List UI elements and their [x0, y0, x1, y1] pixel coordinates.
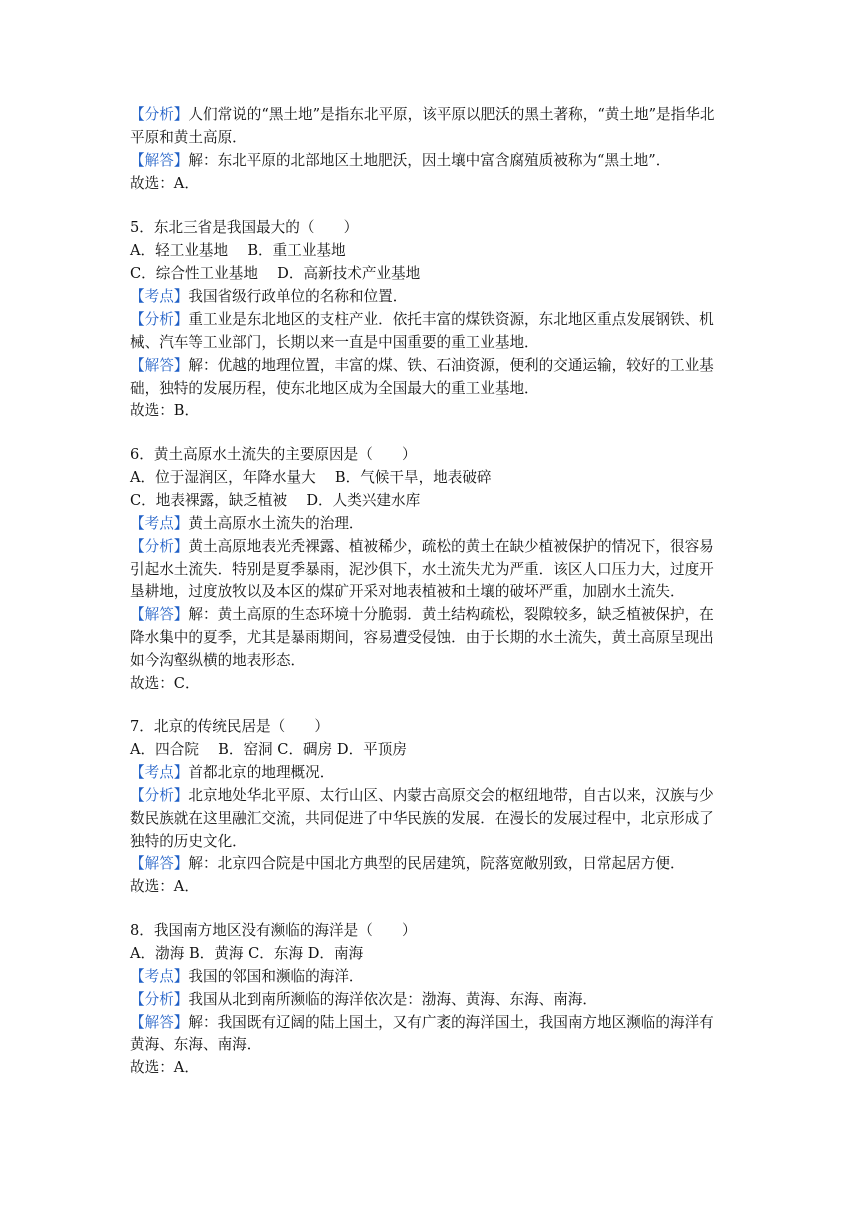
- q6-options-line-2: C．地表裸露，缺乏植被 D．人类兴建水库: [130, 492, 421, 509]
- knowledge-point-tag: 【考点】: [130, 968, 189, 985]
- q8-options-line-1: A．渤海 B．黄海 C．东海 D．南海: [130, 945, 364, 962]
- q5-analysis-line-1: 【分析】重工业是东北地区的支柱产业．依托丰富的煤铁资源，东北地区重点发展钢铁、机: [130, 311, 714, 328]
- q8-solution-line-2: 黄海、东海、南海．: [130, 1036, 262, 1053]
- q4-analysis-line-2: 平原和黄土高原．: [130, 129, 247, 146]
- q7-analysis-line-3: 独特的历史文化．: [130, 833, 247, 850]
- knowledge-point-tag: 【考点】: [130, 764, 189, 781]
- q5-solution-line-1: 【解答】解：优越的地理位置，丰富的煤、铁、石油资源，便利的交通运输，较好的工业基: [130, 357, 714, 374]
- q8-solution-line-1: 【解答】解：我国既有辽阔的陆上国土，又有广袤的海洋国土，我国南方地区濒临的海洋有: [130, 1014, 714, 1031]
- q7-options-line-1: A．四合院 B．窑洞 C．碉房 D．平顶房: [130, 741, 407, 758]
- q7-solution-line-1: 【解答】解：北京四合院是中国北方典型的民居建筑，院落宽敞别致，日常起居方便．: [130, 855, 685, 872]
- q5-options-line-2: C．综合性工业基地 D．高新技术产业基地: [130, 265, 421, 282]
- q5-solution-line-2: 础，独特的发展历程，使东北地区成为全国最大的重工业基地．: [130, 380, 539, 397]
- q6-options-line-1: A．位于湿润区，年降水量大 B．气候干旱，地表破碎: [130, 469, 492, 486]
- q5-analysis-line-2: 械、汽车等工业部门，长期以来一直是中国重要的重工业基地．: [130, 334, 539, 351]
- q6-solution-line-2: 降水集中的夏季，尤其是暴雨期间，容易遭受侵蚀．由于长期的水土流失，黄土高原呈现出: [130, 629, 714, 646]
- q6-analysis-line-3: 垦耕地，过度放牧以及本区的煤矿开采对地表植被和土壤的破坏严重，加剧水土流失．: [130, 583, 685, 600]
- solution-tag: 【解答】: [130, 357, 189, 374]
- q8-analysis-line-1: 【分析】我国从北到南所濒临的海洋依次是：渤海、黄海、东海、南海．: [130, 991, 598, 1008]
- q6-stem: 6．黄土高原水土流失的主要原因是（ ）: [130, 446, 417, 463]
- solution-tag: 【解答】: [130, 855, 189, 872]
- q5-options-line-1: A．轻工业基地 B．重工业基地: [130, 242, 346, 259]
- q6-knowledge-point: 【考点】黄土高原水土流失的治理．: [130, 515, 364, 532]
- q6-solution-line-3: 如今沟壑纵横的地表形态．: [130, 652, 306, 669]
- q6-analysis-line-1: 【分析】黄土高原地表光秃裸露、植被稀少，疏松的黄土在缺少植被保护的情况下，很容易: [130, 538, 714, 555]
- q5-knowledge-point: 【考点】我国省级行政单位的名称和位置．: [130, 288, 408, 305]
- q7-analysis-line-1: 【分析】北京地处华北平原、太行山区、内蒙古高原交会的枢纽地带，自古以来，汉族与少: [130, 787, 714, 804]
- knowledge-point-tag: 【考点】: [130, 515, 189, 532]
- knowledge-point-tag: 【考点】: [130, 288, 189, 305]
- q7-stem: 7．北京的传统民居是（ ）: [130, 718, 330, 735]
- analysis-tag: 【分析】: [130, 311, 189, 328]
- q8-stem: 8．我国南方地区没有濒临的海洋是（ ）: [130, 922, 417, 939]
- analysis-tag: 【分析】: [130, 106, 189, 123]
- solution-tag: 【解答】: [130, 1014, 189, 1031]
- q6-solution-line-1: 【解答】解：黄土高原的生态环境十分脆弱．黄土结构疏松，裂隙较多，缺乏植被保护，在: [130, 606, 714, 623]
- q8-answer: 故选：A．: [130, 1059, 199, 1076]
- q4-solution-line-1: 【解答】解：东北平原的北部地区土地肥沃，因土壤中富含腐殖质被称为“黑土地”．: [130, 152, 671, 169]
- q4-answer: 故选：A．: [130, 175, 199, 192]
- analysis-tag: 【分析】: [130, 538, 189, 555]
- q7-knowledge-point: 【考点】首都北京的地理概况．: [130, 764, 335, 781]
- analysis-tag: 【分析】: [130, 787, 189, 804]
- q4-analysis-line-1: 【分析】人们常说的“黑土地”是指东北平原，该平原以肥沃的黑土著称，“黄土地”是指华北: [130, 106, 715, 123]
- q8-knowledge-point: 【考点】我国的邻国和濒临的海洋．: [130, 968, 364, 985]
- q5-stem: 5．东北三省是我国最大的（ ）: [130, 219, 359, 236]
- solution-tag: 【解答】: [130, 152, 189, 169]
- q5-answer: 故选：B．: [130, 402, 200, 419]
- q6-analysis-line-2: 引起水土流失．特别是夏季暴雨，泥沙俱下，水土流失尤为严重．该区人口压力大，过度开: [130, 561, 714, 578]
- q7-answer: 故选：A．: [130, 878, 199, 895]
- analysis-tag: 【分析】: [130, 991, 189, 1008]
- solution-tag: 【解答】: [130, 606, 189, 623]
- q7-analysis-line-2: 数民族就在这里融汇交流，共同促进了中华民族的发展．在漫长的发展过程中，北京形成了: [130, 810, 714, 827]
- q6-answer: 故选：C．: [130, 675, 200, 692]
